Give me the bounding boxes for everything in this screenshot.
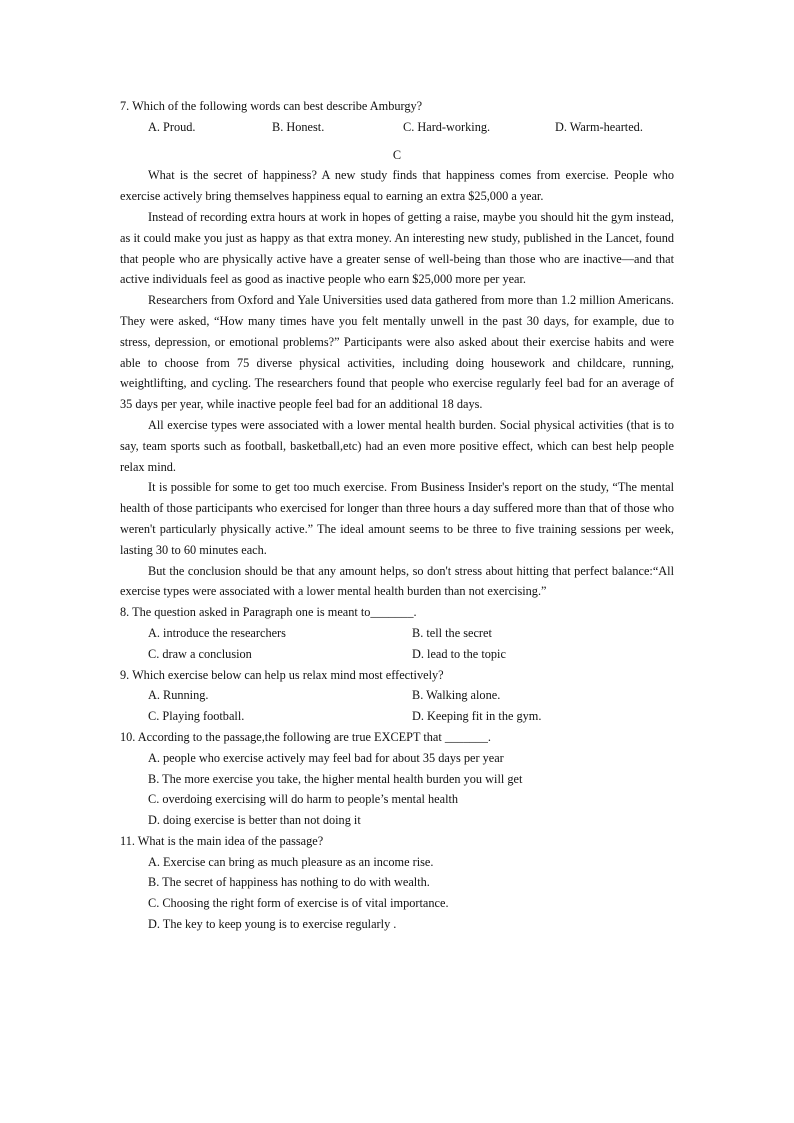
option-d: D. Warm-hearted.: [555, 119, 643, 134]
question-10-stem: 10. According to the passage,the following are true EXCEPT that _______.: [120, 729, 491, 744]
option-b: B. Walking alone.: [412, 688, 501, 703]
option-a: A. Running.: [148, 688, 209, 703]
passage-paragraph-6: But the conclusion should be that any amount helps, so don't stress about hitting that perfect balance:“All exercise types were associated with a lower mental health burden than not exercising.”: [120, 563, 674, 599]
passage-paragraph-4: All exercise types were associated with a lower mental health burden. Social physical activities (that is to say, team sports such as football, basketball,etc) had an even more positive effect, which can best help people relax mind.: [120, 417, 674, 474]
option-b: B. The more exercise you take, the higher mental health burden you will get: [148, 771, 523, 786]
option-a: A. people who exercise actively may feel bad for about 35 days per year: [148, 750, 504, 765]
option-b: B. The secret of happiness has nothing to do with wealth.: [148, 875, 430, 890]
option-b: B. Honest.: [272, 119, 325, 134]
option-c: C. Hard-working.: [403, 119, 491, 134]
option-b: B. tell the secret: [412, 625, 492, 640]
exam-page: [120, 96, 674, 935]
passage-paragraph-5: It is possible for some to get too much exercise. From Business Insider's report on the study, “The mental health of those participants who exercised for longer than three hours a day suffered more than that of those who weren't particularly physically active.” The ideal amount seems to be three to five training sessions per week, lasting 30 to 60 minutes each.: [120, 480, 674, 557]
option-d: D. The key to keep young is to exercise regularly .: [148, 917, 397, 932]
option-a: A. Proud.: [148, 119, 196, 134]
option-a: A. introduce the researchers: [148, 625, 286, 640]
option-d: D. lead to the topic: [412, 646, 506, 661]
question-8-options-row-2: [120, 644, 674, 665]
section-label: C: [392, 147, 402, 162]
option-c: C. Playing football.: [148, 709, 245, 724]
question-9-stem: 9. Which exercise below can help us relax mind most effectively?: [120, 667, 444, 682]
option-c: C. overdoing exercising will do harm to people’s mental health: [148, 792, 459, 807]
question-8-stem: 8. The question asked in Paragraph one is meant to_______.: [120, 605, 417, 620]
question-9-options-row-2: [120, 706, 674, 727]
option-d: D. doing exercise is better than not doing it: [148, 813, 361, 828]
option-c: C. draw a conclusion: [148, 646, 252, 661]
question-8-options-row-1: [120, 623, 674, 644]
option-a: A. Exercise can bring as much pleasure as an income rise.: [148, 854, 434, 869]
passage-paragraph-2: Instead of recording extra hours at work in hopes of getting a raise, maybe you should hit the gym instead, as it could make you just as happy as that extra money. An interesting new study, published in the Lancet, found that people who are physically active have a greater sense of well-being than those who are inactive—and that active individuals feel as good as inactive people who earn $25,000 more per year.: [120, 209, 674, 287]
passage-paragraph-1: What is the secret of happiness? A new study finds that happiness comes from exercise. People who exercise actively bring themselves happiness equal to earning an extra $25,000 a year.: [120, 168, 674, 204]
passage-paragraph-3: Researchers from Oxford and Yale Universities used data gathered from more than 1.2 million Americans. They were asked, “How many times have you felt mentally unwell in the past 30 days, for example, due to stress, depression, or emotional problems?” Participants were also asked about their exercise habits and were able to choose from 75 diverse physical activities, including doing housework and childcare, running, weightlifting, and cycling. The researchers found that people who exercise regularly feel bad for an average of 35 days per year, while inactive people feel bad for an additional 18 days.: [120, 293, 674, 412]
option-d: D. Keeping fit in the gym.: [412, 709, 542, 724]
question-9-options-row-1: [120, 685, 674, 706]
option-c: C. Choosing the right form of exercise is of vital importance.: [148, 896, 449, 911]
question-7-stem: 7. Which of the following words can best describe Amburgy?: [120, 99, 423, 113]
question-7-options: [120, 117, 674, 138]
question-11-stem: 11. What is the main idea of the passage?: [120, 833, 324, 848]
